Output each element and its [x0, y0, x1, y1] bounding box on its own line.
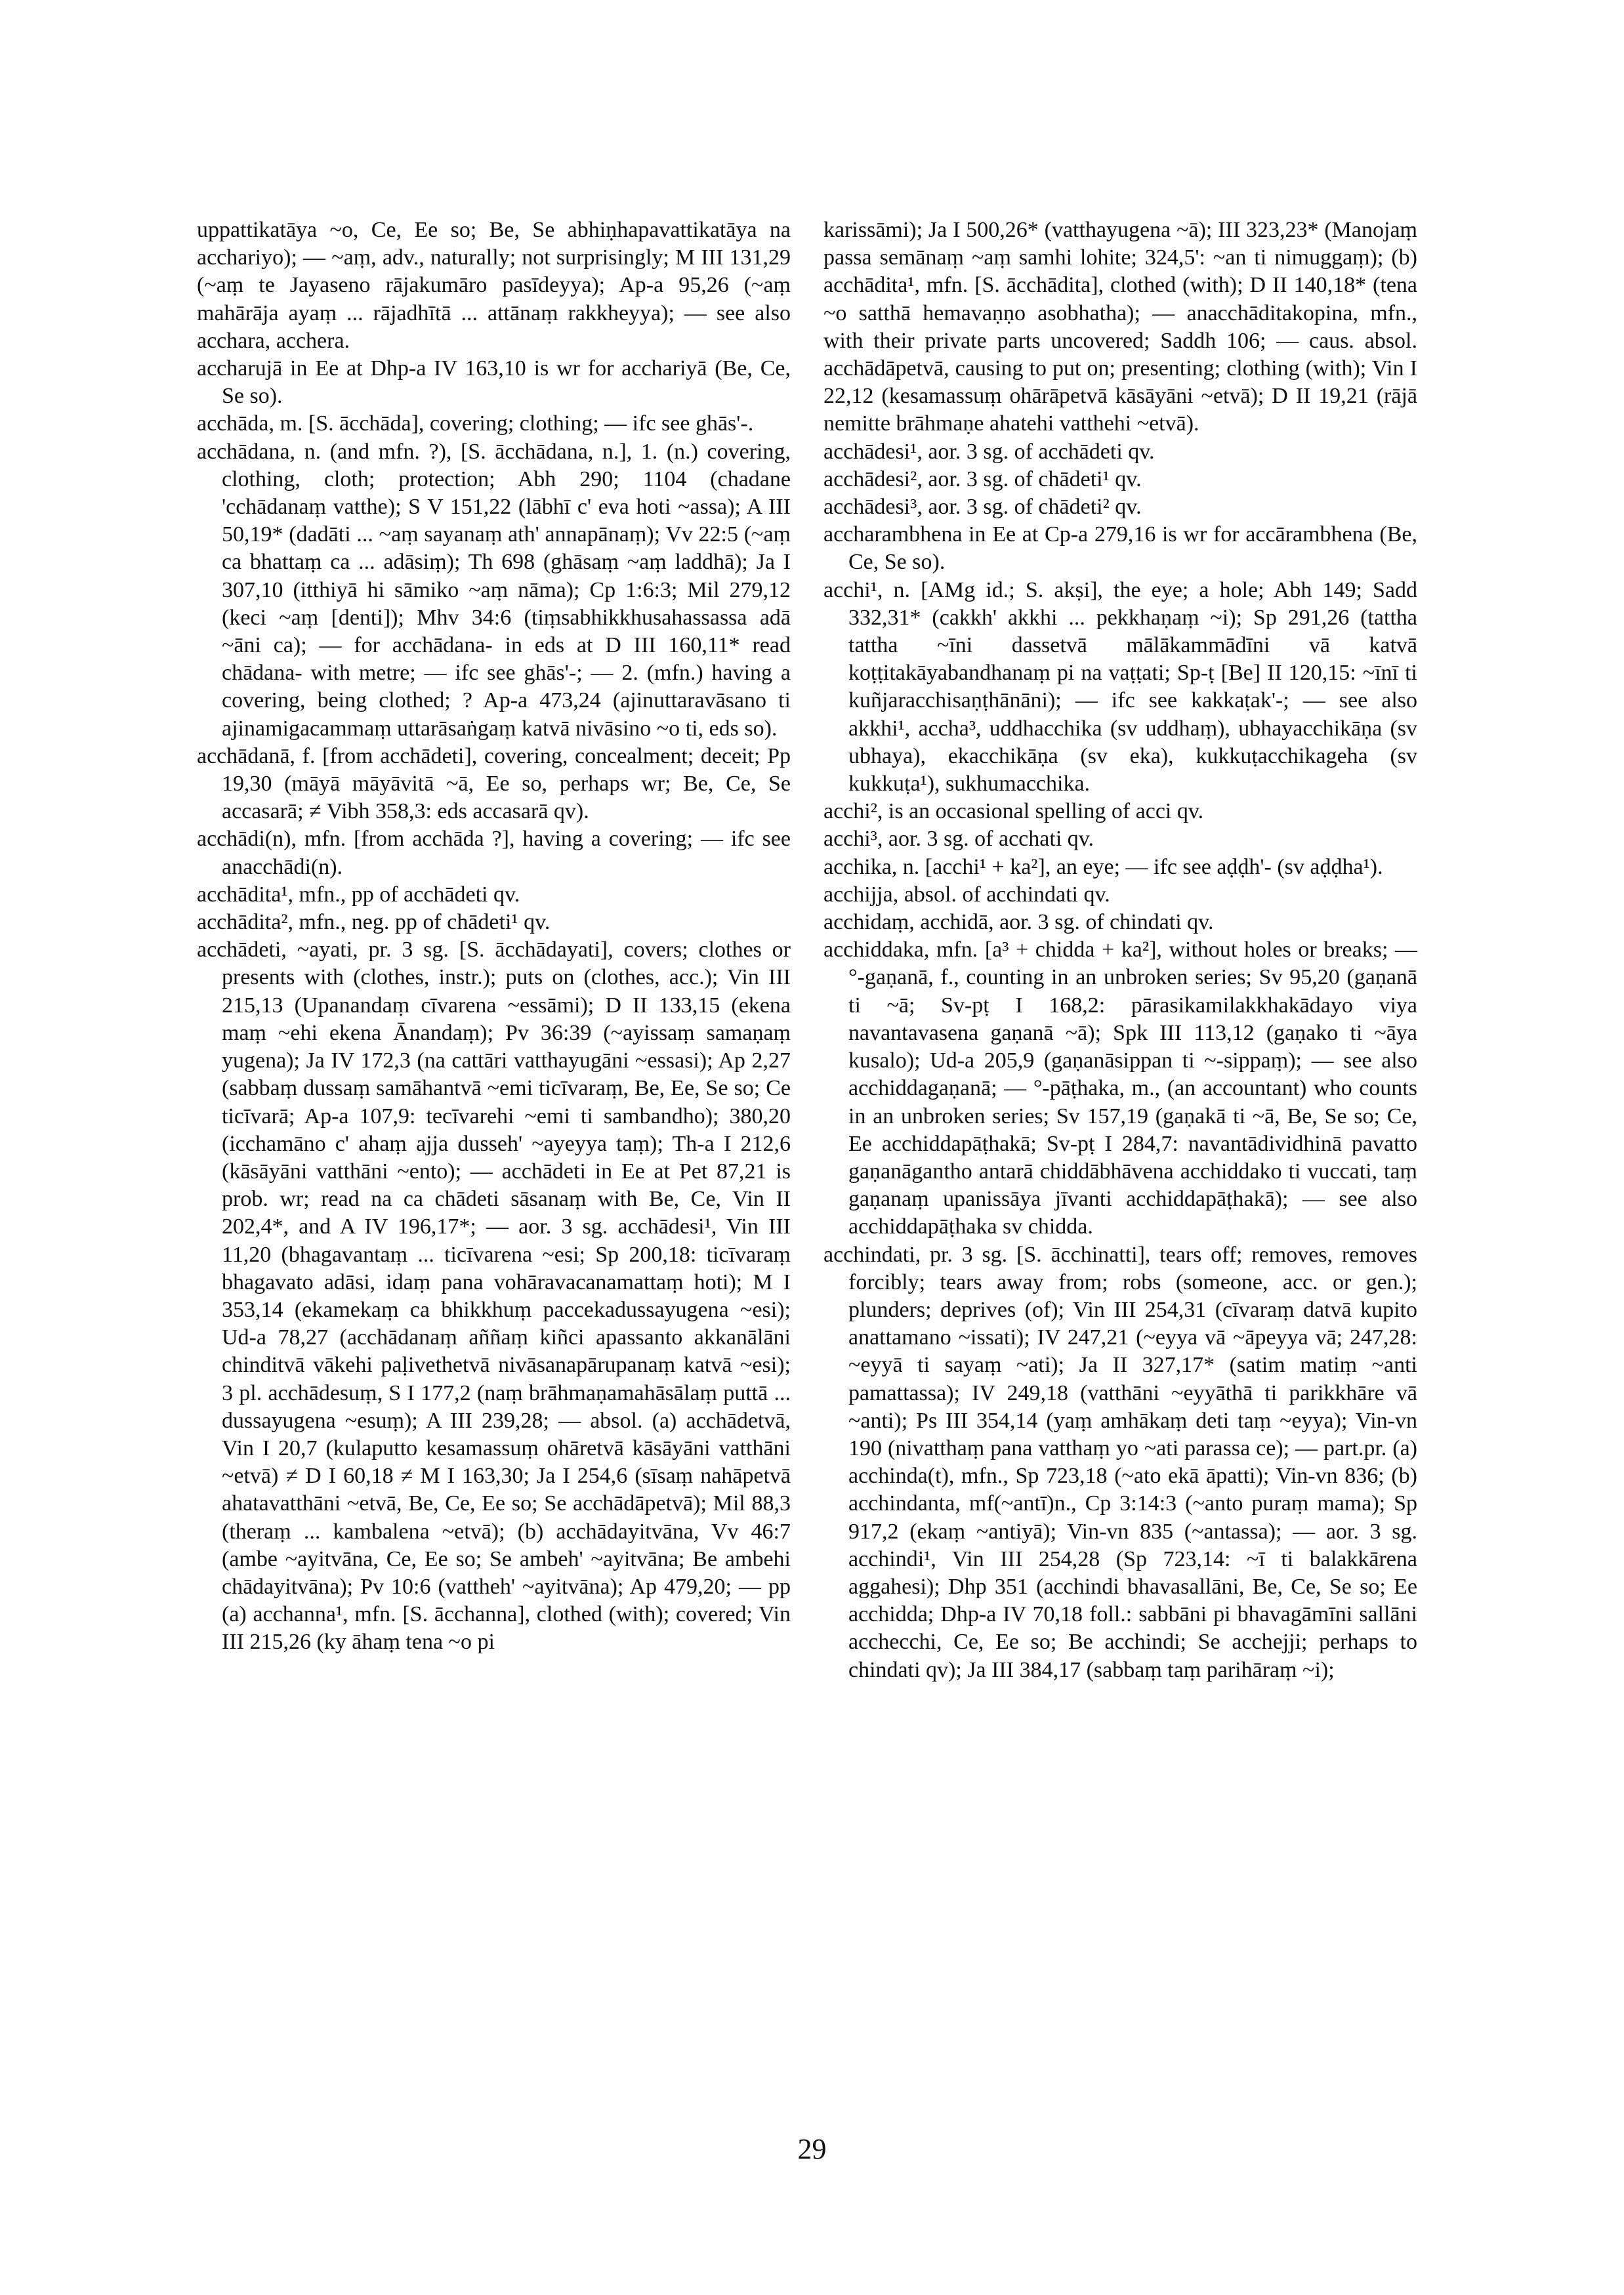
entry-text: acchādana, n. (and mfn. ?), [S. ācchādana, n.], 1. (n.) covering, clothing, cloth; protection; Abh 290; 1104 (chadane 'cchādanaṃ vatthe); S V 151,22 (lābhī c' eva hoti ~assa); A III 50,19* (dadāti ... ~aṃ sayanaṃ ath' annapānaṃ); Vv 22:5 (~aṃ ca bhattaṃ ca ... adāsiṃ); Th 698 (ghāsaṃ ~aṃ laddhā); Ja I 307,10 (itthiyā hi sāmiko ~aṃ nāma); Cp 1:6:3; Mil 279,12 (keci ~aṃ [denti]); Mhv 34:6 (tiṃsabhikkhusahassassa adā ~āni ca); — for acchādana- in eds at D III 160,11* read chādana- with metre; — ifc see ghās'-; — 2. (mfn.) having a covering, being clothed; ? Ap-a 473,24 (ajinuttaravāsano ti ajinamigacammaṃ uttarāsaṅgaṃ katvā nivāsino ~o ti, eds so). — [197, 439, 791, 741]
right-column — [823, 217, 1417, 1684]
entry-text: acchādeti, ~ayati, pr. 3 sg. [S. ācchādayati], covers; clothes or presents with (clothes, instr.); puts on (clothes, acc.); Vin III 215,13 (Upanandaṃ cīvarena ~essāmi); D II 133,15 (ekena maṃ ~ehi ekena Ānandaṃ); Pv 36:39 (~ayissaṃ samaṇaṃ yugena); Ja IV 172,3 (na cattāri vatthayugāni ~essasi); Ap 2,27 (sabbaṃ dussaṃ samāhantvā ~emi ticīvaraṃ, Be, Ee, Se so; Ce ticīvarā; Ap-a 107,9: tecīvarehi ~emi ti sambandho); 380,20 (icchamāno c' ahaṃ ajja dusseh' ~ayeyya taṃ); Th-a I 212,6 (kāsāyāni vatthāni ~ento); — acchādeti in Ee at Pet 87,21 is prob. wr; read na ca chādeti sāsanaṃ with Be, Ce, Vin II 202,4*, and A IV 196,17*; — aor. 3 sg. acchādesi¹, Vin III 11,20 (bhagavantaṃ ... ticīvarena ~esi; Sp 200,18: ticīvaraṃ bhagavato adāsi, idaṃ pana vohāravacanamattaṃ hoti); M I 353,14 (ekamekaṃ ca bhikkhuṃ paccekadussayugena ~esi); Ud-a 78,27 (acchādanaṃ aññaṃ kiñci apassanto akkanālāni chinditvā vākehi paḷivethetvā nivāsanapārupanaṃ katvā ~esi); 3 pl. acchādesuṃ, S I 177,2 (naṃ brāhmaṇamahāsālaṃ puttā ... dussayugena ~esuṃ); A III 239,28; — absol. (a) acchādetvā, Vin I 20,7 (kulaputto kesamassuṃ ohāretvā kāsāyāni vatthāni ~etvā) ≠ D I 60,18 ≠ M I 163,30; Ja I 254,6 (sīsaṃ nahāpetvā ahatavatthāni ~etvā, Be, Ce, Ee so; Se acchādāpetvā); Mil 88,3 (theraṃ ... kambalena ~etvā); (b) acchādayitvāna, Vv 46:7 (ambe ~ayitvāna, Ce, Ee so; Se ambeh' ~ayitvāna; Be ambehi chādayitvāna); Pv 10:6 (vattheh' ~ayitvāna); Ap 479,20; — pp (a) acchanna¹, mfn. [S. ācchanna], clothed (with); covered; Vin III 215,26 (ky āhaṃ tena ~o pi — [197, 938, 791, 1655]
entry-text: acchādesi³, aor. 3 sg. of chādeti² qv. — [823, 495, 1142, 520]
entry-text: acchādita², mfn., neg. pp of chādeti¹ qv. — [197, 910, 551, 935]
entry-text: acchijja, absol. of acchindati qv. — [823, 882, 1110, 907]
entry-text: acchi², is an occasional spelling of acci qv. — [823, 799, 1204, 824]
entry-text: acchādanā, f. [from acchādeti], covering, concealment; deceit; Pp 19,30 (māyā māyāvitā ~ā, Ee so, perhaps wr; Be, Ce, Se accasarā; ≠ Vibh 358,3: eds accasarā qv). — [197, 743, 791, 824]
entry-text: acchiddaka, mfn. [a³ + chidda + ka²], without holes or breaks; — °-gaṇanā, f., counting in an unbroken series; Sv 95,20 (gaṇanā ti ~ā; Sv-pṭ I 168,2: pārasikamilakkhakādayo viya navantavasena gaṇanā ~ā); Spk III 113,12 (gaṇako ti ~āya kusalo); Ud-a 205,9 (gaṇanāsippan ti ~-sippaṃ); — see also acchiddagaṇanā; — °-pāṭhaka, m., (an accountant) who counts in an unbroken series; Sv 157,19 (gaṇakā ti ~ā, Be, Se so; Ce, Ee acchiddapāṭhakā; Sv-pṭ I 284,7: navantādividhinā pavatto gaṇanāgantho antarā chiddābhāvena acchiddako ti vuccati, taṃ gaṇanaṃ upanissāya jīvanti acchiddapāṭhakā); — see also acchiddapāṭhaka sv chidda. — [823, 938, 1417, 1239]
entry-text: accharujā in Ee at Dhp-a IV 163,10 is wr for acchariyā (Be, Ce, Se so). — [197, 356, 791, 409]
entry-text: uppattikatāya ~o, Ce, Ee so; Be, Se abhiṇhapavattikatāya na acchariyo); — ~aṃ, adv., naturally; not surprisingly; M III 131,29 (~aṃ te Jayaseno rājakumāro pasīdeyya); Ap-a 95,26 (~aṃ mahārāja ayaṃ ... rājadhītā ... attānaṃ rakkheyya); — see also acchara, acchera. — [197, 218, 791, 353]
entry-text: karissāmi); Ja I 500,26* (vatthayugena ~ā); III 323,23* (Manojaṃ passa semānaṃ ~aṃ samhi lohite; 324,5': ~an ti nimuggaṃ); (b) acchādita¹, mfn. [S. ācchādita], clothed (with); D II 140,18* (tena ~o satthā hemavaṇṇo asobhatha); — anacchāditakopina, mfn., with their private parts uncovered; Saddh 106; — caus. absol. acchādāpetvā, causing to put on; presenting; clothing (with); Vin I 22,12 (kesamassuṃ ohārāpetvā kāsāyāni ~etvā); D II 19,21 (rājā nemitte brāhmaṇe ahatehi vatthehi ~etvā). — [823, 218, 1417, 436]
entry-text: acchika, n. [acchi¹ + ka²], an eye; — ifc see aḍḍh'- (sv aḍḍha¹). — [823, 854, 1383, 879]
entry-text: acchi¹, n. [AMg id.; S. akṣi], the eye; a hole; Abh 149; Sadd 332,31* (cakkh' akkhi ... pekkhaṇaṃ ~i); Sp 291,26 (tattha tattha ~īni dassetvā mālākammādīni vā katvā koṭṭitakāyabandhanaṃ pi na vaṭṭati; Sp-ṭ [Be] II 120,15: ~īnī ti kuñjaracchisaṇṭhānāni); — ifc see kakkaṭak'-; — see also akkhi¹, accha³, uddhacchika (sv uddhaṃ), ubhayacchikāṇa (sv ubhaya), ekacchikāṇa (sv eka), kukkuṭacchikageha (sv kukkuṭa¹), sukhumacchika. — [823, 577, 1417, 796]
entry-text: accharambhena in Ee at Cp-a 279,16 is wr for accārambhena (Be, Ce, Se so). — [823, 522, 1417, 575]
entry-text: acchādi(n), mfn. [from acchāda ?], having a covering; — ifc see anacchādi(n). — [197, 827, 791, 879]
dictionary-page — [197, 217, 1417, 2185]
entry-text: acchindati, pr. 3 sg. [S. ācchinatti], tears off; removes, removes forcibly; tears away from; robs (someone, acc. or gen.); plunders; deprives (of); Vin III 254,31 (cīvaraṃ datvā kupito anattamano ~issati); IV 247,21 (~eyya vā ~āpeyya vā; 247,28: ~eyyā ti sayaṃ ~ati); Ja II 327,17* (satim matiṃ ~anti pamattassa); IV 249,18 (vatthāni ~eyyāthā ti parikkhāre vā ~anti); Ps III 354,14 (yaṃ amhākaṃ deti taṃ ~eyya); Vin-vn 190 (nivatthaṃ pana vatthaṃ yo ~ati parassa ce); — part.pr. (a) acchinda(t), mfn., Sp 723,18 (~ato ekā āpatti); Vin-vn 836; (b) acchindanta, mf(~antī)n., Cp 3:14:3 (~anto puraṃ mama); Sp 917,2 (ekaṃ ~antiyā); Vin-vn 835 (~antassa); — aor. 3 sg. acchindi¹, Vin III 254,28 (Sp 723,14: ~ī ti balakkārena aggahesi); Dhp 351 (acchindi bhavasallāni, Be, Ce, Se so; Ee acchidda; Dhp-a IV 70,18 foll.: sabbāni pi bhavagāmīni sallāni acchecchi, Ce, Ee so; Be acchindi; Se acchejji; perhaps to chindati qv); Ja III 384,17 (sabbaṃ taṃ parihāraṃ ~i); — [823, 1242, 1417, 1682]
entry-text: acchādesi¹, aor. 3 sg. of acchādeti qv. — [823, 439, 1155, 464]
entry-text: acchi³, aor. 3 sg. of acchati qv. — [823, 827, 1094, 852]
left-column — [197, 217, 791, 1657]
entry-text: acchidaṃ, acchidā, aor. 3 sg. of chindati qv. — [823, 910, 1214, 935]
page-number: 29 — [797, 2133, 827, 2165]
entry-text: acchādita¹, mfn., pp of acchādeti qv. — [197, 882, 520, 907]
entry-text: acchāda, m. [S. ācchāda], covering; clothing; — ifc see ghās'-. — [197, 411, 754, 436]
entry-text: acchādesi², aor. 3 sg. of chādeti¹ qv. — [823, 466, 1142, 491]
